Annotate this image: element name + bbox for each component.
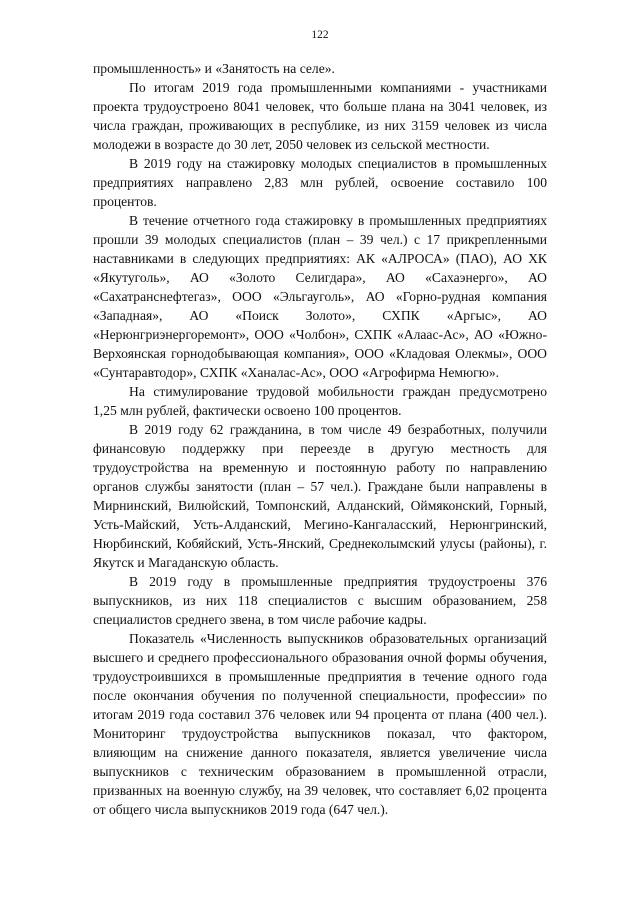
document-body <box>93 59 547 819</box>
paragraph-internship-enterprises: В течение отчетного года стажировку в промышленных предприятиях прошли 39 молодых специалистов (план – 39 чел.) с 17 прикрепленными наставниками в следующих предприятиях: АК «АЛРОСА» (ПАО), АО ХК «Якутуголь», АО «Золото Селигдара», АО «Сахаэнерго», АО «Сахатранснефтегаз», ООО «Эльгауголь», АО «Горно-рудная компания «Западная», АО «Поиск Золото», СХПК «Аргыс», АО «Нерюнгриэнергоремонт», ООО «Чолбон», СХПК «Алаас-Ас», АО «Южно-Верхоянская горнодобывающая компания», ООО «Кладовая Олекмы», ООО «Сунтаравтодор», СХПК «Ханалас-Ас», ООО «Агрофирма Немюгю». <box>93 213 547 380</box>
paragraph-project-employment: По итогам 2019 года промышленными компаниями - участниками проекта трудоустроено 8041 человек, что больше плана на 3041 человек, из числа граждан, проживающих в республике, из них 3159 человек из числа молодежи в возрасте до 30 лет, 2050 человек из сельской местности. <box>93 80 547 152</box>
paragraph-graduates-employed: В 2019 году в промышленные предприятия трудоустроены 376 выпускников, из них 118 специалистов с высшим образованием, 258 специалистов среднего звена, в том числе рабочие кадры. <box>93 574 547 627</box>
paragraph-labor-mobility-funding: На стимулирование трудовой мобильности граждан предусмотрено 1,25 млн рублей, фактически освоено 100 процентов. <box>93 384 547 418</box>
paragraph-internship-funding: В 2019 году на стажировку молодых специалистов в промышленных предприятиях направлено 2,83 млн рублей, освоение составило 100 процентов. <box>93 156 547 209</box>
paragraph-continuation: промышленность» и «Занятость на селе». <box>93 61 335 76</box>
paragraph-relocation-support: В 2019 году 62 гражданина, в том числе 49 безработных, получили финансовую поддержку при переезде в другую местность для трудоустройства на временную и постоянную работу по направлению органов службы занятости (план – 57 чел.). Граждане были направлены в Мирнинский, Вилюйский, Томпонский, Алданский, Оймяконский, Горный, Усть-Майский, Усть-Алданский, Мегино-Кангаласский, Нерюнгринский, Нюрбинский, Кобяйский, Усть-Янский, Среднеколымский улусы (районы), г. Якутск и Магаданскую область. <box>93 422 547 570</box>
paragraph-graduates-indicator: Показатель «Численность выпускников образовательных организаций высшего и среднего профессионального образования очной формы обучения, трудоустроившихся в промышленные предприятия в течение одного года после окончания обучения по полученной специальности, профессии» по итогам 2019 года составил 376 человек или 94 процента от плана (400 чел.). Мониторинг трудоустройства выпускников показал, что фактором, влияющим на снижение данного показателя, является увеличение числа выпускников с техническим образованием в промышленной отрасли, призванных на военную службу, на 39 человек, что составляет 6,02 процента от общего числа выпускников 2019 года (647 чел.). <box>93 631 547 817</box>
page-number: 122 <box>311 29 329 41</box>
